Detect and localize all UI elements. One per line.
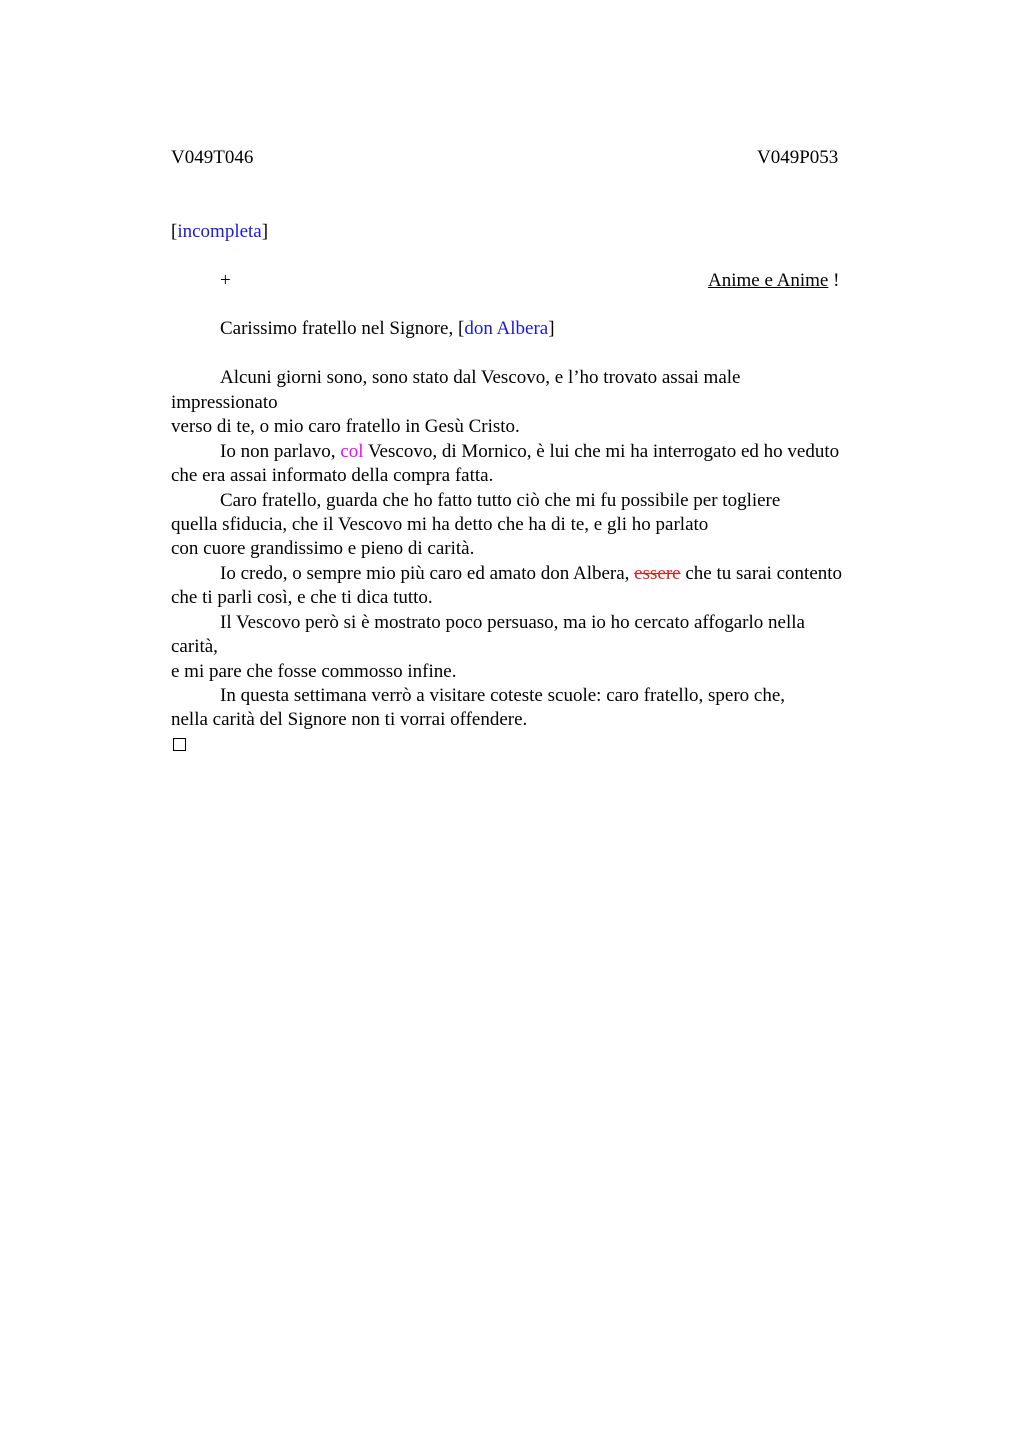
body-line: nella carità del Signore non ti vorrai offendere.: [171, 709, 528, 730]
highlighted-word: col: [340, 441, 364, 462]
status-label: incompleta: [177, 221, 262, 242]
body-line: carità,: [171, 636, 218, 657]
body-line: con cuore grandissimo e pieno di carità.: [171, 538, 475, 559]
motto: [708, 270, 839, 292]
body-line: che ti parli così, e che ti dica tutto.: [171, 587, 433, 608]
body-text: Io credo, o sempre mio più caro ed amato don Albera,: [220, 563, 635, 584]
deleted-word: essere: [634, 563, 681, 584]
document-code-right: V049P053: [757, 147, 839, 168]
body-line: Il Vescovo però si è mostrato poco persuaso, ma io ho cercato affogarlo nella: [220, 612, 805, 633]
motto-suffix: !: [828, 270, 840, 291]
bracket-close: ]: [548, 318, 555, 339]
body-text: Vescovo, di Mornico, è lui che mi ha interrogato ed ho veduto: [363, 441, 840, 462]
body-line: che era assai informato della compra fatta.: [171, 465, 494, 486]
bracket-open: [: [457, 318, 465, 339]
body-text: che tu sarai contento: [680, 563, 843, 584]
body-line: impressionato: [171, 392, 278, 413]
body-line: [220, 441, 839, 463]
salutation: [220, 318, 555, 340]
body-line: In questa settimana verrò a visitare coteste scuole: caro fratello, spero che,: [220, 685, 786, 706]
body-line: e mi pare che fosse commosso infine.: [171, 661, 457, 682]
body-line: [220, 563, 842, 585]
body-line: quella sfiducia, che il Vescovo mi ha detto che ha di te, e gli ho parlato: [171, 514, 709, 535]
document-code-left: V049T046: [171, 147, 254, 168]
body-line: Alcuni giorni sono, sono stato dal Vescovo, e l’ho trovato assai male: [220, 367, 741, 388]
bracket-close: ]: [261, 221, 269, 242]
status-note: [171, 221, 268, 243]
recipient-name: don Albera: [464, 318, 549, 339]
motto-text: Anime e Anime: [708, 270, 829, 291]
salutation-text: Carissimo fratello nel Signore,: [220, 318, 458, 339]
body-line: verso di te, o mio caro fratello in Gesù Cristo.: [171, 416, 520, 437]
body-text: Io non parlavo,: [220, 441, 341, 462]
body-line: Caro fratello, guarda che ho fatto tutto ciò che mi fu possibile per togliere: [220, 490, 781, 511]
end-square-icon: [173, 738, 186, 751]
bracket-open: [: [171, 221, 178, 242]
cross-icon: +: [220, 270, 231, 291]
